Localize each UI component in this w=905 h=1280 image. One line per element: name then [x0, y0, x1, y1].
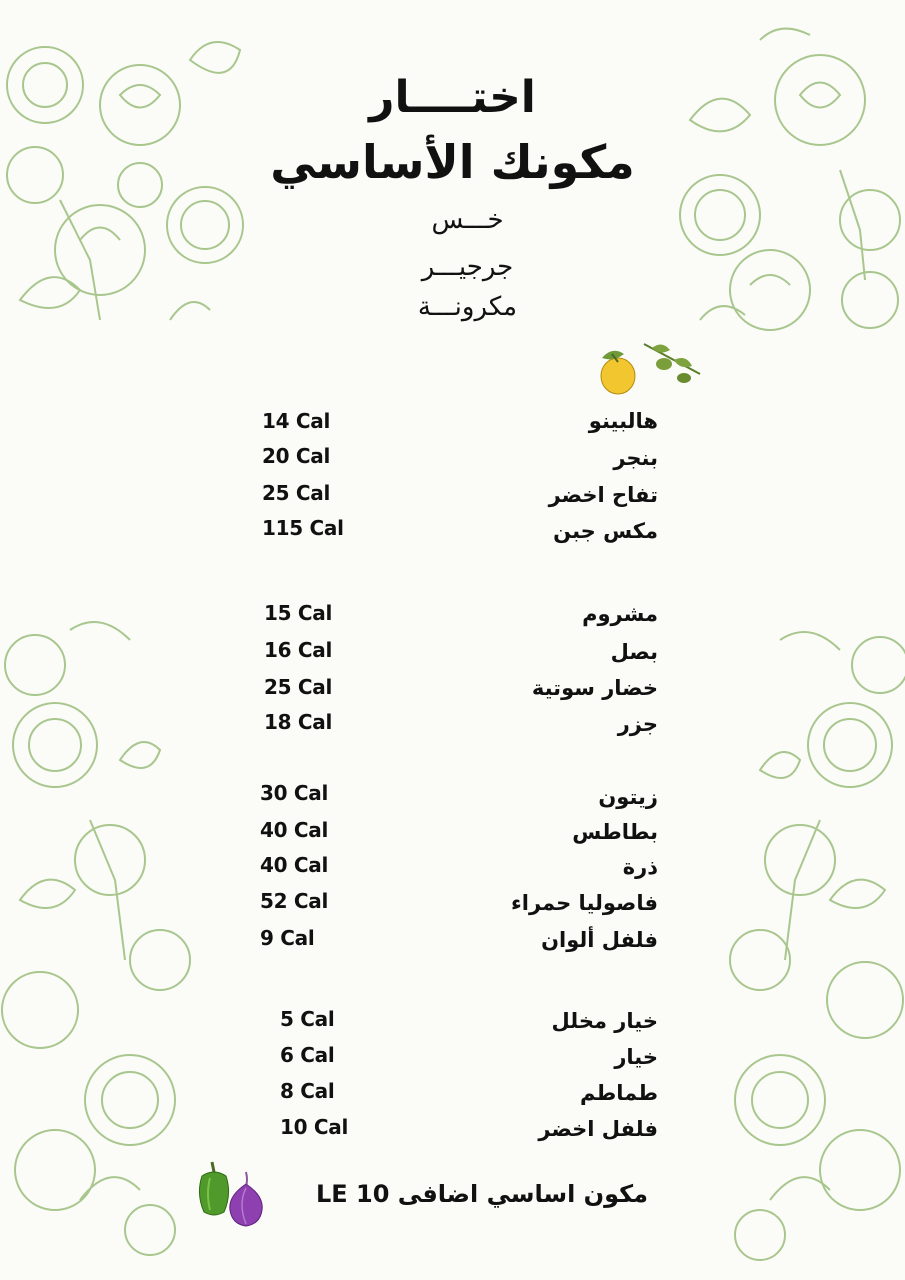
item-calories: 30 Cal: [260, 781, 329, 805]
base-option-arugula: جرجيـــر: [421, 252, 514, 282]
page-title-line2: مكونك الأساسي: [270, 135, 635, 189]
item-calories: 40 Cal: [260, 853, 329, 877]
lemon-icon: [582, 348, 642, 396]
onion-icon: [226, 1170, 266, 1228]
item-calories: 40 Cal: [260, 818, 329, 842]
item-calories: 52 Cal: [260, 889, 329, 913]
item-name: بصل: [610, 640, 658, 664]
page-title-line1: اختــــار: [369, 72, 536, 123]
item-calories: 16 Cal: [264, 638, 333, 662]
item-name: تفاح اخضر: [548, 483, 658, 507]
item-name: بنجر: [613, 446, 658, 470]
item-calories: 18 Cal: [264, 710, 333, 734]
item-name: خيار مخلل: [551, 1009, 658, 1033]
item-calories: 25 Cal: [264, 675, 333, 699]
item-calories: 6 Cal: [280, 1043, 335, 1067]
item-name: فلفل اخضر: [538, 1117, 658, 1141]
base-option-pasta: مكرونـــة: [417, 292, 518, 322]
extra-base-price: مكون اساسي اضافى 10 LE: [315, 1180, 648, 1208]
item-name: جزر: [617, 712, 658, 736]
item-name: بطاطس: [572, 820, 658, 844]
item-calories: 10 Cal: [280, 1115, 349, 1139]
item-name: خيار: [614, 1045, 658, 1069]
item-name: هالبينو: [588, 409, 658, 433]
item-name: فاصوليا حمراء: [511, 891, 658, 915]
item-name: مكس جبن: [553, 519, 658, 543]
item-calories: 9 Cal: [260, 926, 315, 950]
item-name: فلفل ألوان: [541, 928, 658, 952]
olive-branch-icon: [640, 338, 704, 388]
item-calories: 20 Cal: [262, 444, 331, 468]
item-name: ذرة: [622, 855, 658, 879]
item-calories: 25 Cal: [262, 481, 331, 505]
item-calories: 8 Cal: [280, 1079, 335, 1103]
base-option-lettuce: خـــس: [431, 205, 504, 235]
item-name: طماطم: [580, 1081, 658, 1105]
item-name: مشروم: [582, 602, 658, 626]
item-name: خضار سوتية: [531, 676, 658, 700]
item-calories: 15 Cal: [264, 601, 333, 625]
item-name: زيتون: [598, 785, 658, 809]
item-calories: 115 Cal: [262, 516, 344, 540]
item-calories: 14 Cal: [262, 409, 331, 433]
item-calories: 5 Cal: [280, 1007, 335, 1031]
